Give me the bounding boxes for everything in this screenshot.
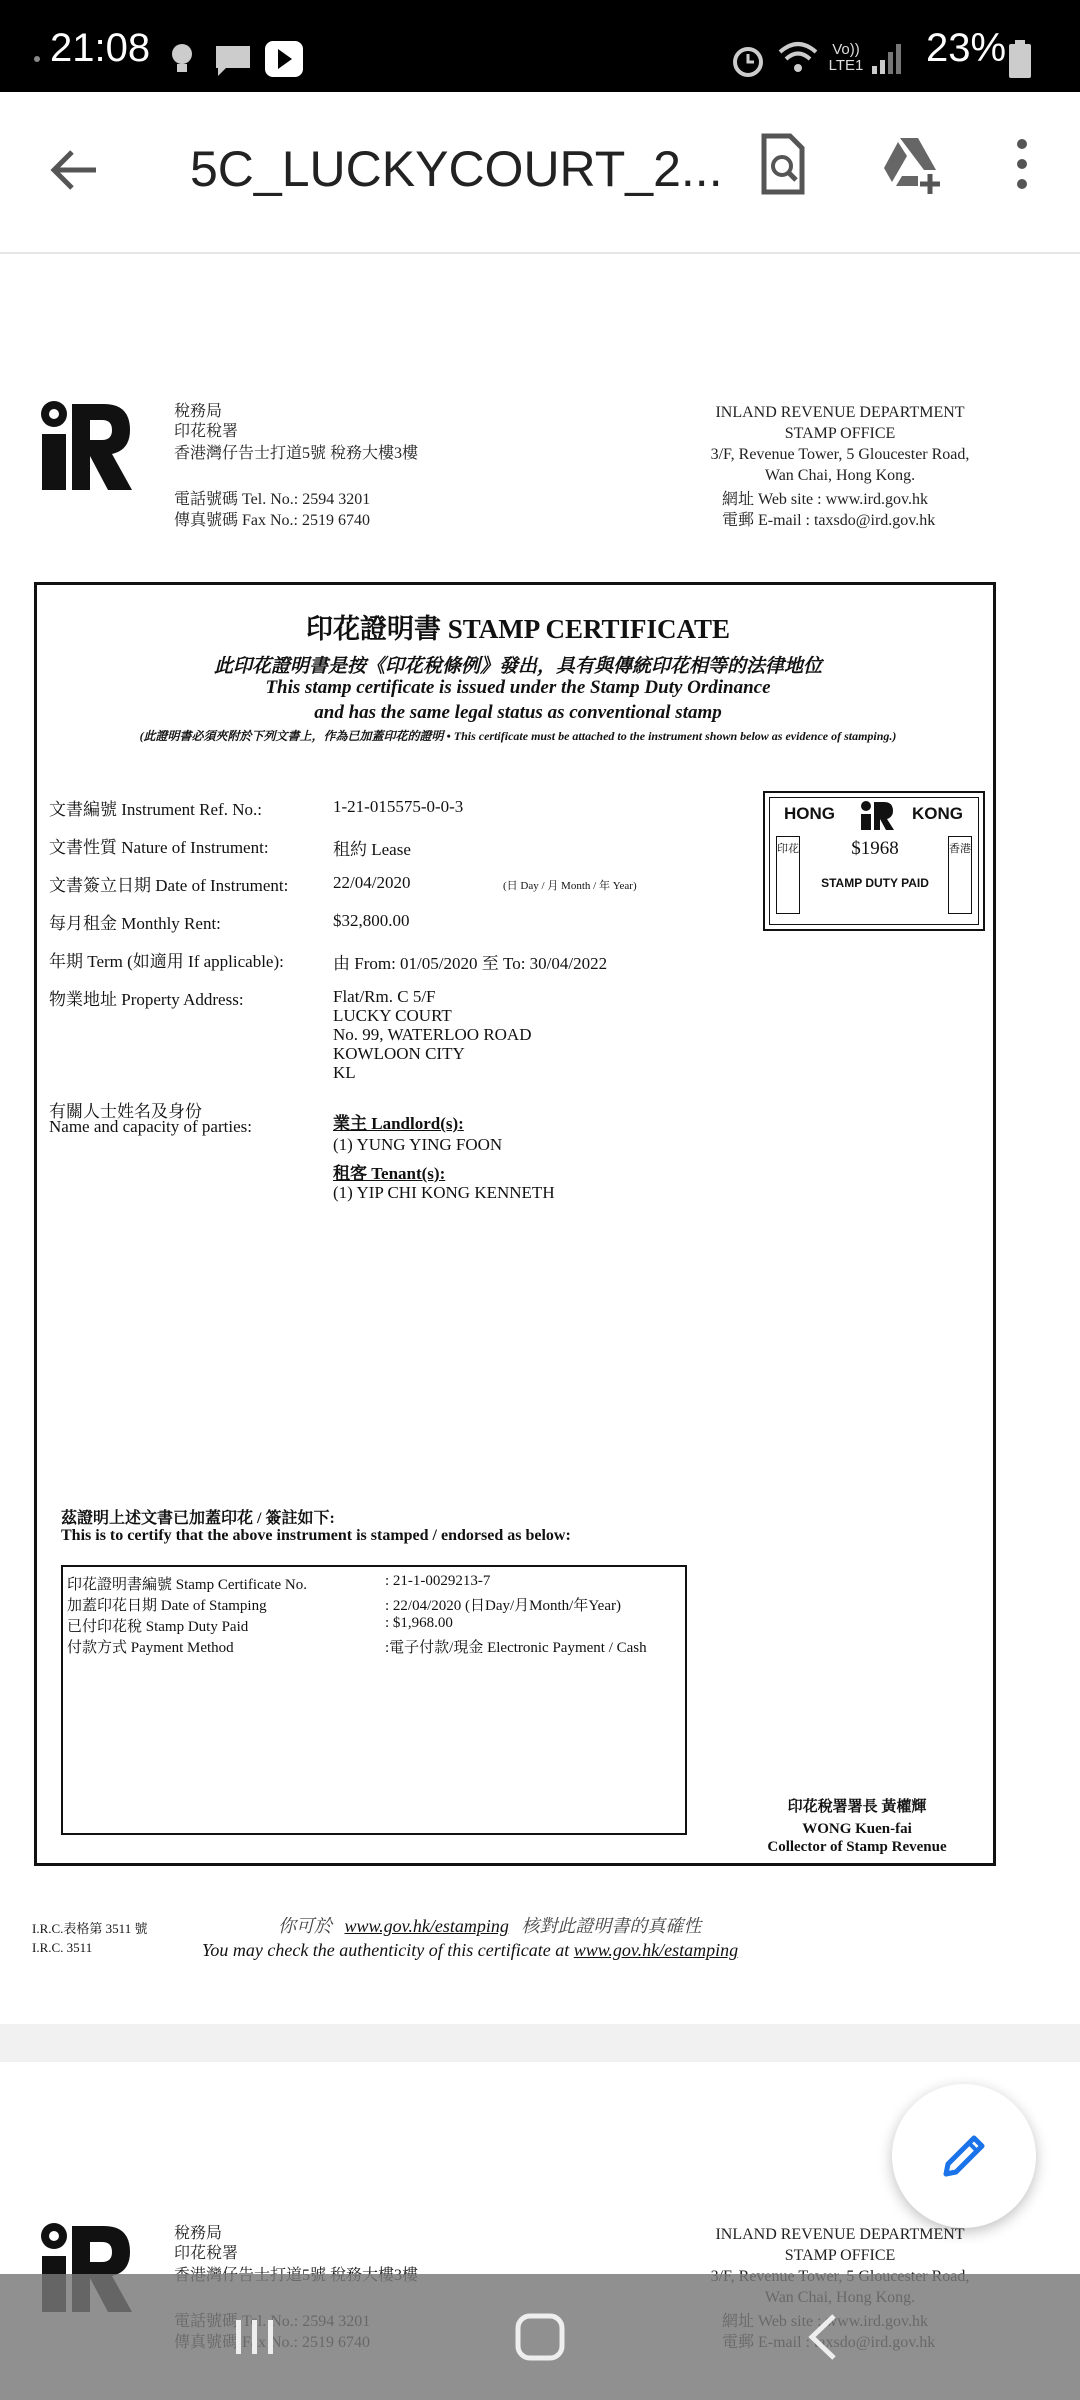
address-line-2: LUCKY COURT (333, 1006, 452, 1025)
add-to-drive-icon[interactable] (880, 134, 942, 194)
seal-caption: STAMP DUTY PAID (821, 876, 929, 890)
address-label: 物業地址 Property Address: (49, 990, 244, 1009)
certificate-subtitle-en1: This stamp certificate is issued under the Stamp Duty Ordinance (265, 677, 771, 698)
recent-apps-icon[interactable] (232, 2316, 278, 2358)
pencil-icon (938, 2130, 990, 2182)
nav-back-icon[interactable] (806, 2312, 840, 2362)
find-in-document-icon[interactable] (758, 132, 808, 196)
p2-dept-cn-line1: 稅務局 (174, 2225, 223, 2242)
tenant-label: 租客 Tenant(s): (333, 1164, 446, 1183)
ird-logo (38, 400, 134, 492)
message-icon (214, 44, 252, 78)
verify-en-pre: You may check the authenticity of this certificate at (202, 1940, 570, 1960)
cert-no-label: 印花證明書編號 Stamp Certificate No. (67, 1577, 307, 1593)
duty-paid-value: : $1,968.00 (385, 1615, 453, 1631)
dept-en-line2: STAMP OFFICE (784, 425, 896, 442)
address-line-1: Flat/Rm. C 5/F (333, 987, 436, 1006)
address-line-4: KOWLOON CITY (333, 1044, 465, 1063)
ref-value: 1-21-015575-0-0-3 (333, 797, 464, 816)
certificate-title: 印花證明書 STAMP CERTIFICATE (305, 614, 731, 644)
app-toolbar (0, 92, 1080, 254)
collector-name: WONG Kuen-fai (802, 1821, 912, 1837)
cert-no-value: : 21-1-0029213-7 (385, 1573, 491, 1589)
stamping-details-box (61, 1565, 687, 1835)
alarm-icon (730, 42, 766, 78)
tel-line: 電話號碼 Tel. No.: 2594 3201 (174, 491, 371, 508)
document-title: 5C_LUCKYCOURT_2... (190, 141, 723, 197)
verify-cn (278, 1912, 701, 1938)
p2-dept-cn-line2: 印花稅署 (174, 2245, 239, 2262)
status-dot (34, 56, 40, 62)
system-navigation-bar (0, 2274, 1080, 2400)
seal-hong: HONG (784, 804, 835, 823)
tenant-name: (1) YIP CHI KONG KENNETH (333, 1183, 555, 1202)
dept-en-line3: 3/F, Revenue Tower, 5 Gloucester Road, (710, 446, 970, 463)
stamp-certificate (34, 582, 996, 1866)
verify-cn-pre: 你可於 (278, 1916, 332, 1936)
payment-method-value: :電子付款/現金 Electronic Payment / Cash (385, 1640, 647, 1656)
status-bar (0, 0, 1080, 92)
stamping-date-value: : 22/04/2020 (日Day/月Month/年Year) (385, 1598, 621, 1614)
date-value: 22/04/2020 (333, 873, 411, 892)
website-line: 網址 Web site : www.ird.gov.hk (722, 491, 928, 508)
dept-en-line1: INLAND REVENUE DEPARTMENT (715, 404, 965, 421)
back-arrow-icon[interactable] (46, 142, 102, 198)
seal-side-left: 印花 (776, 836, 800, 914)
verify-cn-post: 核對此證明書的真確性 (521, 1916, 702, 1936)
stamping-date-label: 加蓋印花日期 Date of Stamping (67, 1598, 267, 1614)
collector-title: Collector of Stamp Revenue (767, 1839, 947, 1855)
date-hint: (日 Day / 月 Month / 年 Year) (503, 880, 637, 892)
battery-icon (1008, 40, 1032, 80)
verify-en (202, 1940, 738, 1961)
address-line-3: No. 99, WATERLOO ROAD (333, 1025, 532, 1044)
fax-line: 傳真號碼 Fax No.: 2519 6740 (174, 512, 371, 529)
seal-kong: KONG (912, 804, 963, 823)
certify-cn: 茲證明上述文書已加蓋印花 / 簽註如下: (61, 1510, 335, 1527)
nature-value: 租約 Lease (333, 840, 411, 859)
term-value: 由 From: 01/05/2020 至 To: 30/04/2022 (333, 954, 608, 973)
signal-icon (870, 40, 906, 76)
payment-method-label: 付款方式 Payment Method (67, 1640, 234, 1656)
form-number-en: I.R.C. 3511 (32, 1940, 93, 1955)
dept-cn-address: 香港灣仔告士打道5號 稅務大樓3樓 (174, 445, 419, 462)
dept-cn-line1: 稅務局 (174, 403, 223, 420)
seal-side-right: 香港 (948, 836, 972, 914)
date-label: 文書簽立日期 Date of Instrument: (49, 876, 289, 895)
parties-label-cn: 有關人士姓名及身份 (49, 1102, 202, 1121)
edit-fab[interactable] (892, 2084, 1036, 2228)
lightbulb-icon (168, 42, 196, 76)
home-icon[interactable] (514, 2312, 566, 2362)
p2-dept-en-line1: INLAND REVENUE DEPARTMENT (715, 2226, 965, 2243)
dept-en-line4: Wan Chai, Hong Kong. (764, 467, 916, 484)
email-line: 電郵 E-mail : taxsdo@ird.gov.hk (722, 512, 936, 529)
p2-dept-en-line2: STAMP OFFICE (784, 2247, 896, 2264)
certify-en: This is to certify that the above instrument is stamped / endorsed as below: (61, 1527, 571, 1544)
duty-paid-label: 已付印花稅 Stamp Duty Paid (67, 1619, 249, 1635)
play-store-icon (264, 40, 304, 78)
ref-label: 文書編號 Instrument Ref. No.: (49, 800, 262, 819)
wifi-icon (776, 40, 820, 76)
verify-en-link[interactable]: www.gov.hk/estamping (573, 1940, 739, 1960)
form-number-cn: I.R.C.表格第 3511 號 (32, 1921, 148, 1936)
address-line-5: KL (333, 1063, 356, 1082)
seal-amount: $1968 (851, 838, 899, 859)
dept-cn-line2: 印花稅署 (174, 423, 239, 440)
certificate-subtitle-en2: and has the same legal status as conventional stamp (314, 702, 722, 723)
landlord-label: 業主 Landlord(s): (333, 1114, 464, 1133)
network-label: Vo)) LTE1 (828, 41, 864, 74)
battery-percent: 23% (926, 26, 1007, 70)
term-label: 年期 Term (如適用 If applicable): (49, 952, 284, 971)
more-options-icon[interactable] (1012, 136, 1032, 192)
certificate-subtitle-cn: 此印花證明書是按《印花稅條例》發出，具有與傳統印花相等的法律地位 (213, 656, 822, 677)
nature-label: 文書性質 Nature of Instrument: (49, 838, 269, 857)
collector-cn: 印花稅署署長 黃權輝 (787, 1799, 927, 1815)
status-time: 21:08 (50, 26, 151, 70)
landlord-name: (1) YUNG YING FOON (333, 1135, 503, 1154)
certificate-note: (此證明書必須夾附於下列文書上，作為已加蓋印花的證明 • This certificate must be attached to the instrument shown below as evidence of stamping.) (139, 729, 897, 743)
verify-cn-link[interactable]: www.gov.hk/estamping (344, 1916, 509, 1936)
rent-label: 每月租金 Monthly Rent: (49, 914, 221, 933)
parties-label-en: Name and capacity of parties: (49, 1117, 252, 1136)
stamp-duty-paid-seal (763, 791, 985, 931)
rent-value: $32,800.00 (333, 911, 410, 930)
seal-ir-logo (860, 800, 894, 830)
